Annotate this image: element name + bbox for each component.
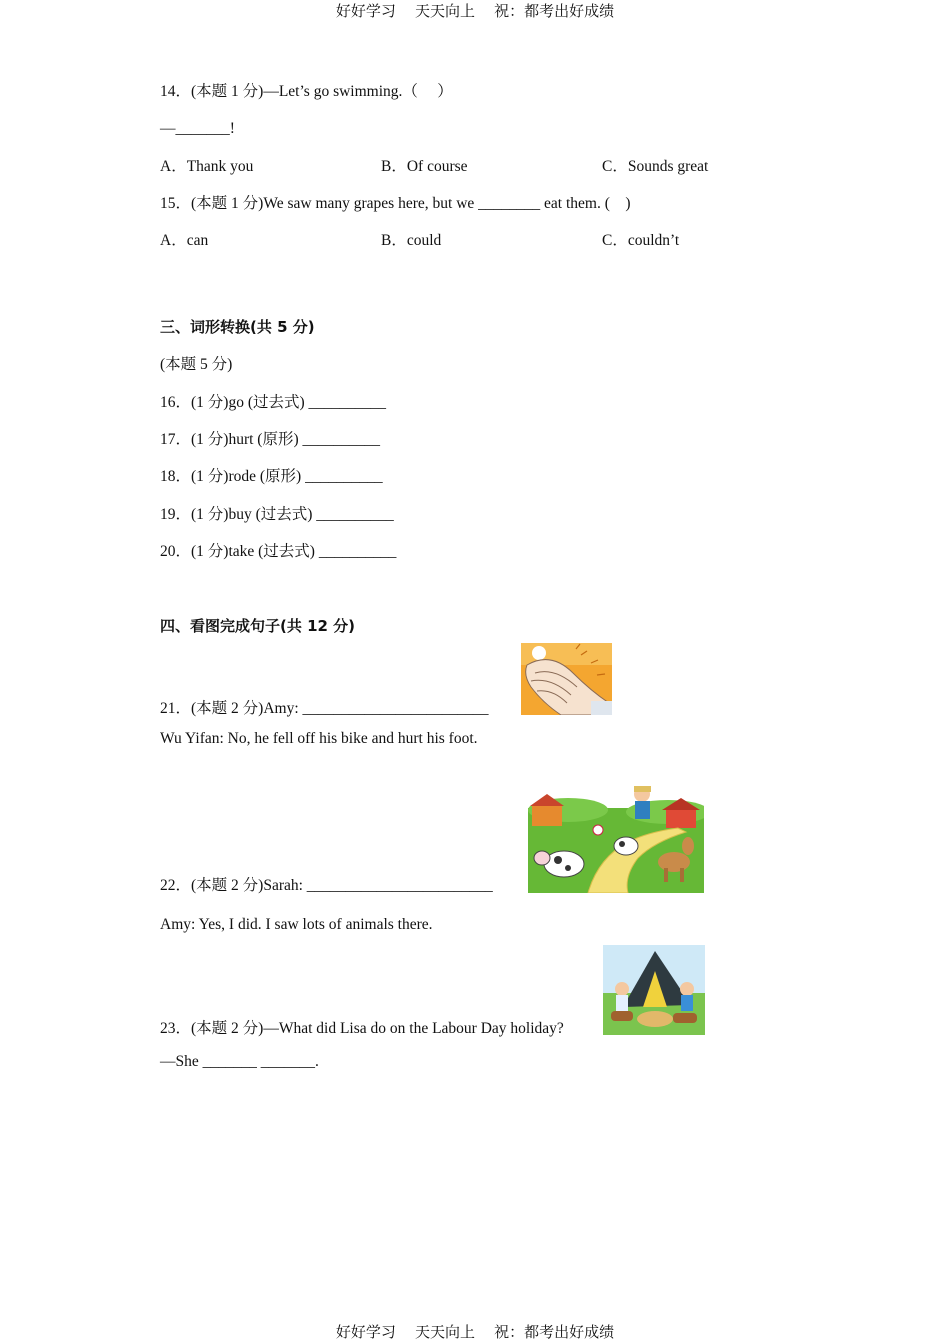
question-16: 16．(1 分)go (过去式) __________ [160, 394, 387, 411]
question-15-stem: 15．(本题 1 分)We saw many grapes here, but we ________ eat them. ( ) [160, 195, 631, 212]
question-14-option-a: A．Thank you [160, 158, 254, 175]
question-23-stem: 23．(本题 2 分)—What did Lisa do on the Labour Day holiday? [160, 1020, 564, 1037]
question-15-option-c: C．couldn’t [602, 232, 680, 249]
question-18: 18．(1 分)rode (原形) __________ [160, 468, 383, 485]
page-footer: 好好学习 天天向上 祝：都考出好成绩 [335, 1323, 615, 1341]
page-header: 好好学习 天天向上 祝：都考出好成绩 [335, 2, 615, 20]
question-15-option-a: A．can [160, 232, 209, 249]
question-22-reply: Amy: Yes, I did. I saw lots of animals there. [160, 916, 433, 933]
question-17: 17．(1 分)hurt (原形) __________ [160, 431, 380, 448]
question-14-option-b: B．Of course [381, 158, 468, 175]
section-3-title: 三、词形转换(共 5 分) [160, 318, 315, 336]
clapping-hands-image [521, 643, 612, 715]
section-4-title: 四、看图完成句子(共 12 分) [160, 617, 356, 635]
question-21-stem: 21．(本题 2 分)Amy: ________________________ [160, 700, 489, 717]
camping-tent-image [603, 945, 705, 1035]
farm-animals-image [528, 768, 704, 893]
question-15-option-b: B．could [381, 232, 442, 249]
question-21-reply: Wu Yifan: No, he fell off his bike and hurt his foot. [160, 730, 478, 747]
question-22-stem: 22．(本题 2 分)Sarah: ________________________ [160, 877, 493, 894]
question-14-stem: 14．(本题 1 分)—Let’s go swimming.（ ） [160, 83, 453, 100]
section-3-note: (本题 5 分) [160, 356, 233, 373]
question-14-answer-line: —_______! [160, 120, 235, 137]
question-19: 19．(1 分)buy (过去式) __________ [160, 506, 394, 523]
question-14-option-c: C．Sounds great [602, 158, 709, 175]
question-23-reply: —She _______ _______. [160, 1053, 319, 1070]
question-20: 20．(1 分)take (过去式) __________ [160, 543, 397, 560]
